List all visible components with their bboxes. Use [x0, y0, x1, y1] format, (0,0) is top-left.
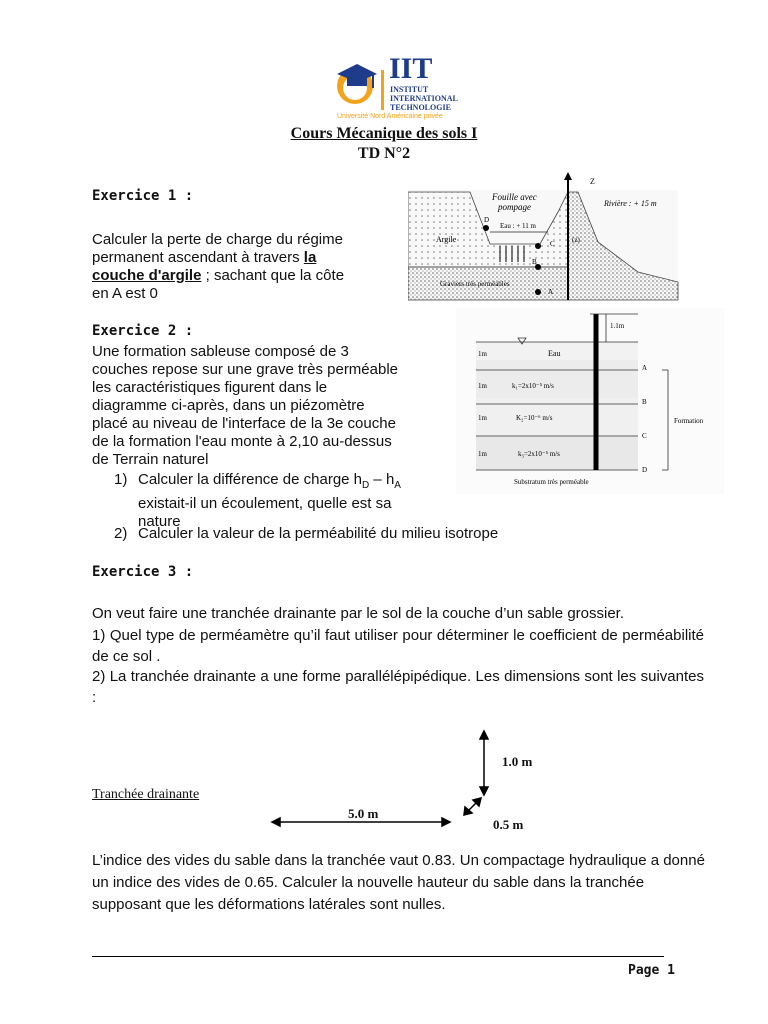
ex2-fig-eau: Eau: [548, 349, 561, 358]
dim-height: 1.0 m: [502, 754, 533, 769]
ex1-fig-title1: Fouille avec: [492, 192, 537, 202]
ex2-fig-pc: C: [642, 432, 647, 440]
ex2-q1-b: – h: [369, 471, 395, 488]
ex2-fig-k2: K₂=10⁻⁶ m/s: [516, 414, 553, 422]
ex2-q1-line1: [138, 471, 454, 495]
ex2-fig-substratum: Substratum très perméable: [514, 478, 589, 486]
ex1-point-a: [535, 289, 541, 295]
ex2-fig-pd: D: [642, 466, 648, 474]
ex2-q1-line2: existait-il un écoulement, quelle est sa: [138, 495, 392, 512]
ex2-line-2: les caractéristiques figurent dans le: [92, 379, 328, 396]
ex1-line2-a: permanent ascendant à travers: [92, 249, 304, 266]
ex2-q1-line3: nature: [138, 513, 181, 530]
ex2-line-3: diagramme ci-après, dans un piézomètre: [92, 397, 365, 414]
ex2-fig-h-top: 1.1m: [610, 322, 625, 330]
ex2-line-5: de la formation l'eau monte à 2,10 au-dessus: [92, 433, 392, 450]
ex2-fig-k1: k₁=2x10⁻⁵ m/s: [512, 382, 554, 390]
dim-width: 0.5 m: [493, 817, 524, 832]
ex2-fig-pa: A: [642, 364, 648, 372]
ex2-fig-pb: B: [642, 398, 647, 406]
ex2-line-6: de Terrain naturel: [92, 451, 209, 468]
ex2-layer-1: [476, 360, 638, 398]
logo-line1: INSTITUT: [390, 85, 429, 94]
ex1-fig-riviere: Rivière : + 15 m: [604, 199, 657, 208]
ex2-fig-d3: 1m: [478, 414, 487, 422]
footer-divider: [92, 956, 664, 957]
ex2-line-4: placé au niveau de l'interface de la 3e couche: [92, 415, 396, 432]
ex1-text: [92, 231, 392, 303]
ex1-line1: Calculer la perte de charge du régime: [92, 231, 343, 248]
ex1-line4: en A est 0: [92, 285, 158, 302]
ex2-question-2: [114, 525, 614, 543]
ex2-q1-sub2: A: [394, 480, 401, 491]
ex1-point-c: [535, 243, 541, 249]
ex1-fig-c: C: [550, 240, 555, 248]
ex2-line-0: Une formation sableuse composé de 3: [92, 343, 349, 360]
ex1-fig-zlabel: (z): [572, 236, 580, 244]
page-title: Cours Mécanique des sols I: [290, 125, 478, 142]
dim-length: 5.0 m: [348, 806, 379, 821]
ex3-p2: 1) Quel type de perméamètre qu’il faut utiliser pour déterminer le coefficient de perméabilité de ce sol .: [92, 627, 704, 665]
ex2-q1-a: Calculer la différence de charge h: [138, 471, 363, 488]
ex1-fig-a: A: [548, 288, 554, 296]
ex2-q1-num: 1): [114, 471, 128, 488]
ex1-fig-eau: Eau : + 11 m: [500, 222, 536, 230]
ex1-line2: [92, 249, 392, 267]
ex1-fig-z: Z: [590, 177, 595, 186]
page-number: Page 1: [628, 963, 675, 978]
ex2-question-1: [114, 471, 454, 531]
width-arrow-icon: [464, 798, 481, 815]
ex2-fig-d4: 1m: [478, 450, 487, 458]
ex2-heading: Exercice 2 :: [92, 323, 194, 339]
ex1-fig-title2: pompage: [498, 202, 531, 212]
ex2-figure: [456, 308, 724, 494]
ex2-q1-sub1: D: [362, 480, 370, 491]
ex3-p4: L’indice des vides du sable dans la tranchée vaut 0.83. Un compactage hydraulique a donné un indice des vides de 0.65. Calculer la nouvelle hauteur du sable dans la tranchée supposant que les déformations latérales sont nulles.: [92, 852, 705, 913]
ex2-fig-d2: 1m: [478, 382, 487, 390]
ex2-fig-formation: Formation: [674, 417, 704, 425]
ex2-q2-text: Calculer la valeur de la perméabilité du milieu isotrope: [138, 525, 499, 542]
ex1-fig-d: D: [484, 216, 490, 224]
ex1-heading: Exercice 1 :: [92, 188, 194, 204]
ex2-line-1: couches repose sur une grave très perméable: [92, 361, 399, 378]
ex1-line2-b: la: [303, 249, 317, 266]
ex1-fig-graviers: Graviers très perméables: [440, 280, 510, 288]
ex3-heading: Exercice 3 :: [92, 564, 194, 580]
trench-label: Tranchée drainante: [92, 787, 200, 802]
logo-line2: INTERNATIONAL: [390, 94, 458, 103]
ex3-p1: On veut faire une tranchée drainante par le sol de la couche d’un sable grossier.: [92, 605, 625, 622]
ex2-text: [92, 343, 452, 469]
ex1-fig-argile: Argile: [436, 235, 457, 244]
ex1-point-d: [483, 225, 489, 231]
ex1-line3: [92, 267, 392, 285]
ex1-line3-a: couche d'argile: [92, 267, 202, 284]
ex1-fig-b: B: [532, 258, 537, 266]
ex2-fig-d1: 1m: [478, 350, 487, 358]
ex1-figure: [408, 172, 680, 302]
logo-abbr: IIT: [389, 52, 433, 85]
ex2-fig-k3: k₃=2x10⁻⁵ m/s: [518, 450, 560, 458]
page-subtitle: TD N°2: [357, 145, 411, 162]
iit-logo: [333, 52, 463, 122]
logo-line3: TECHNOLOGIE: [390, 103, 451, 112]
ex1-line3-b: ; sachant que la côte: [201, 267, 345, 284]
ex1-z-arrow: [564, 172, 572, 180]
ex2-q2-num: 2): [114, 525, 128, 542]
logo-tagline: Université Nord Américaine privée: [337, 113, 443, 120]
height-arrow-icon: [480, 731, 488, 795]
ex3-p3: 2) La tranchée drainante a une forme parallélépipédique. Les dimensions sont les suivantes :: [92, 668, 704, 706]
